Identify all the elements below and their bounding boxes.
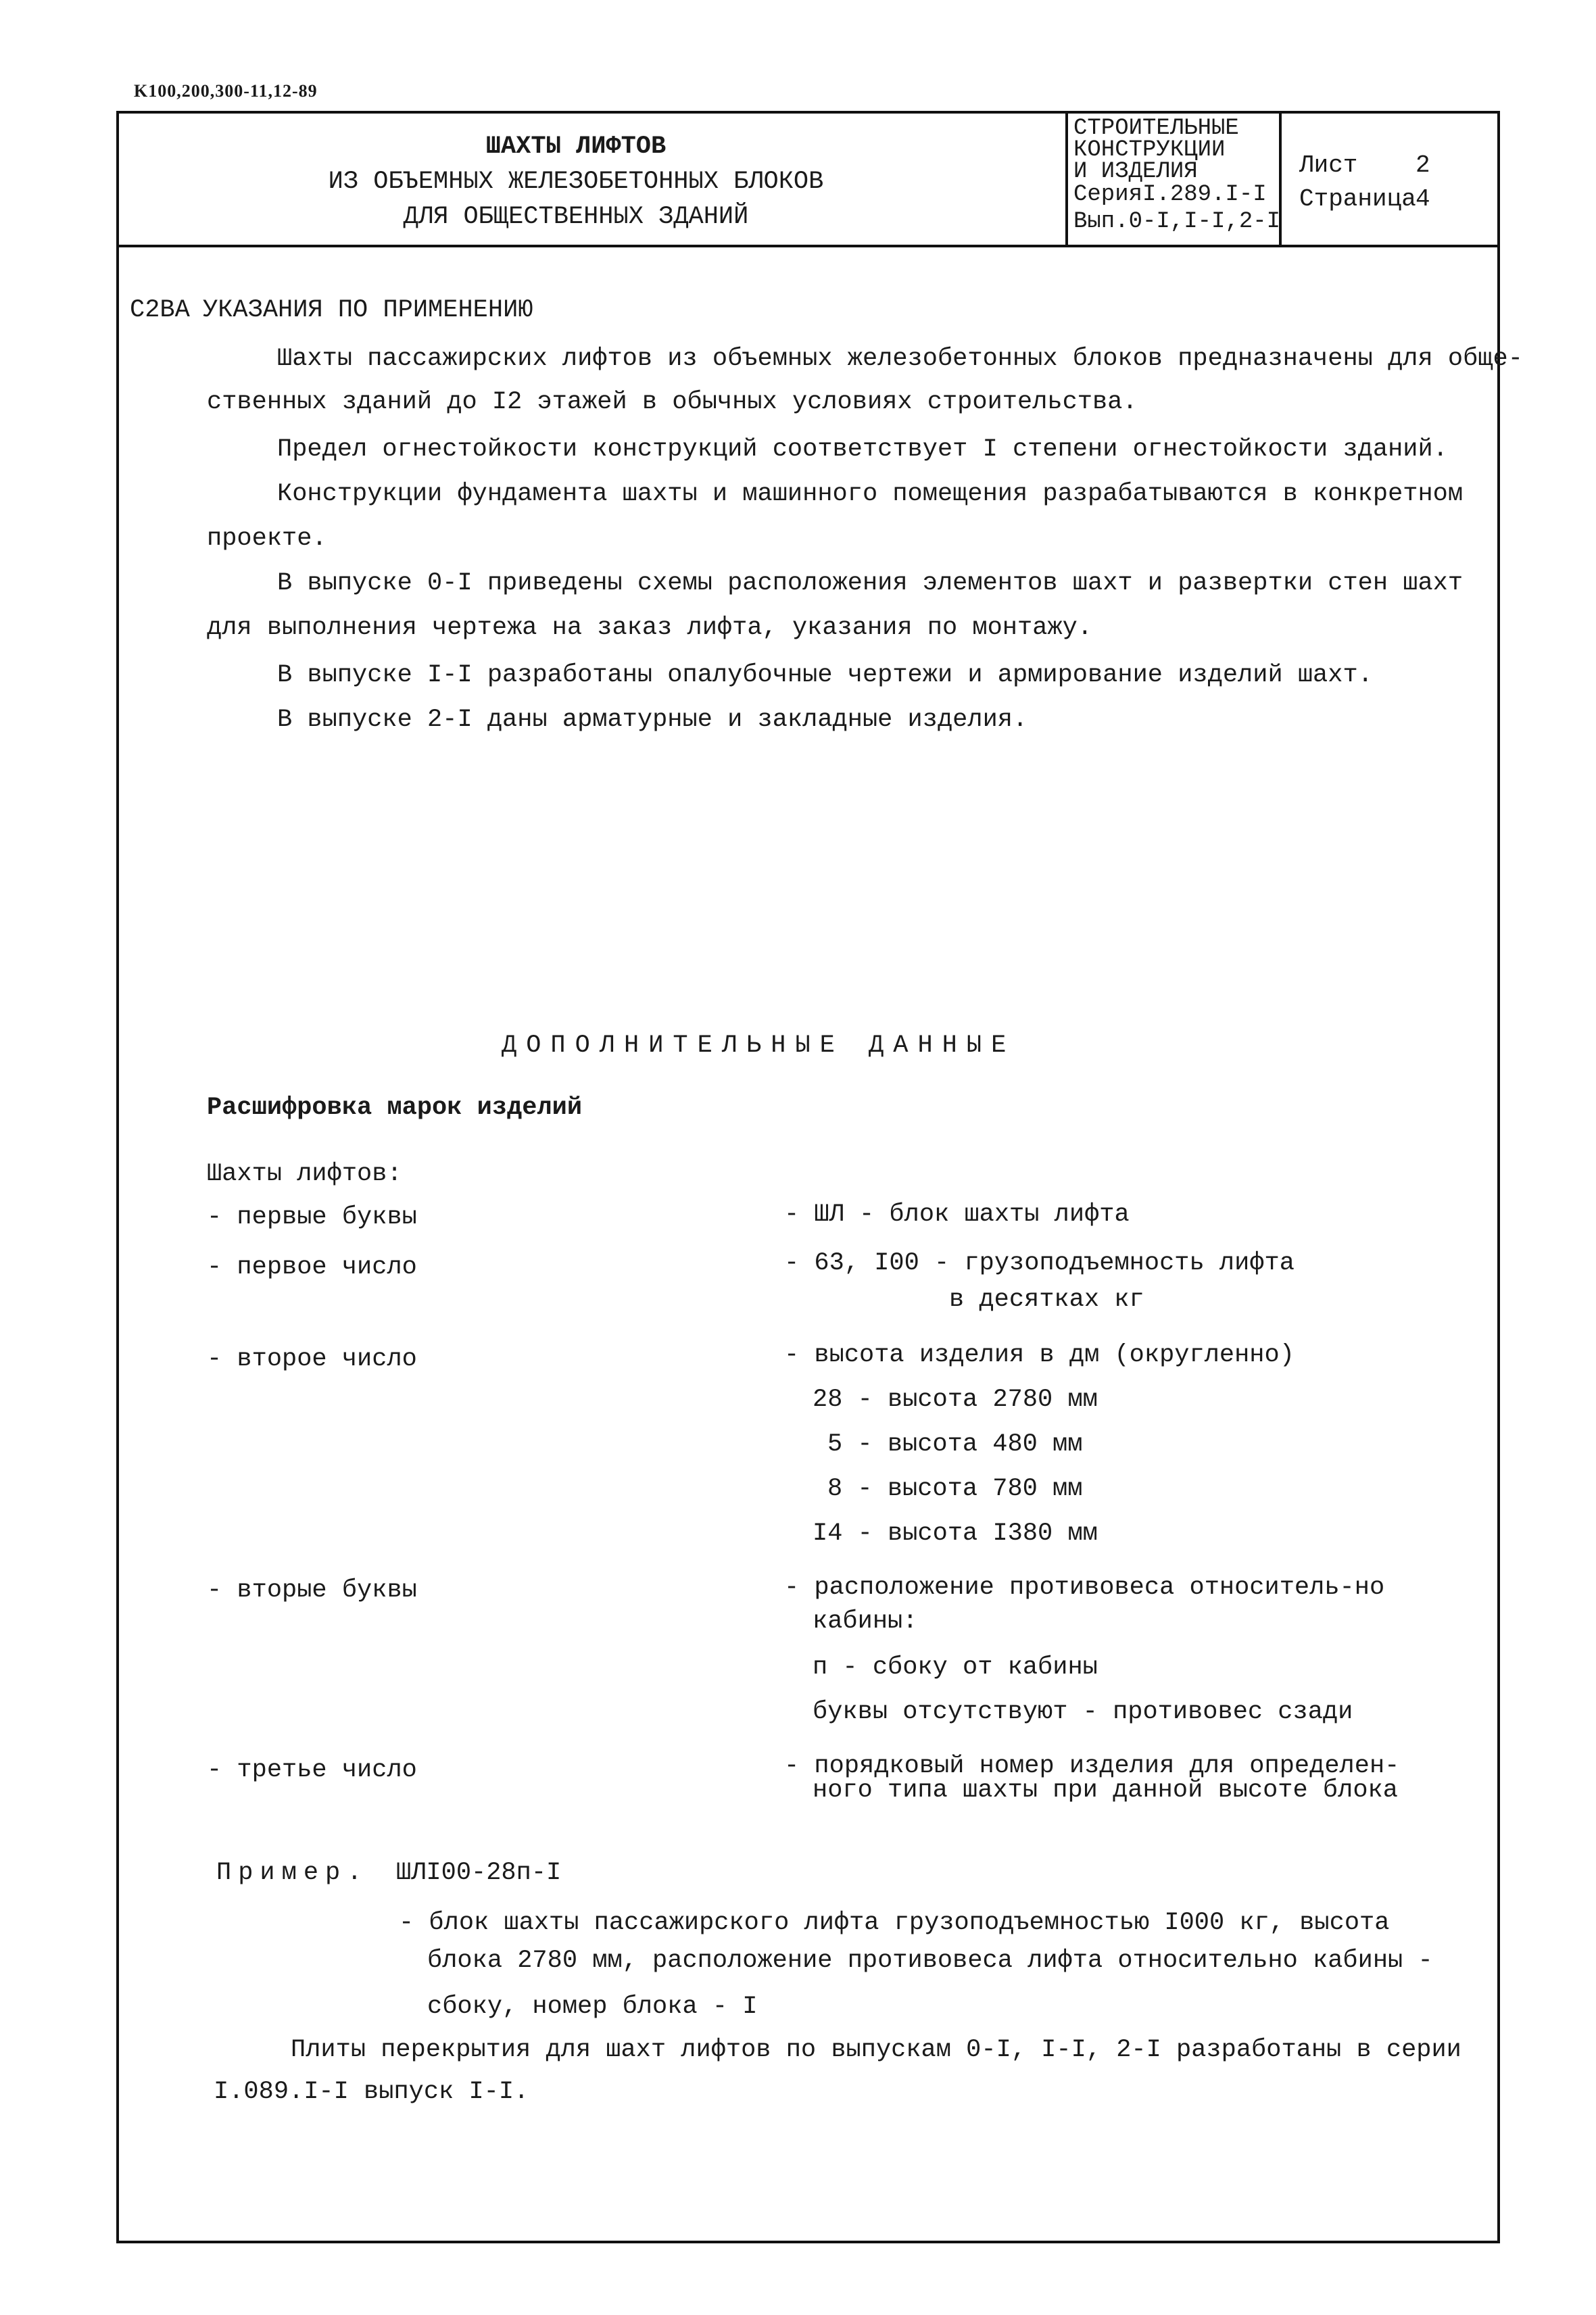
decode-left-item: - первое число — [207, 1253, 417, 1282]
section-line: В выпуске 2-I даны арматурные и закладные изделия. — [277, 706, 1028, 734]
decode-right-item: п - сбоку от кабины — [813, 1653, 1098, 1682]
section-heading: УКАЗАНИЯ ПО ПРИМЕНЕНИЮ — [203, 296, 533, 324]
sheet-number: 2 — [1416, 151, 1430, 179]
document-code: K100,200,300-11,12-89 — [134, 81, 318, 101]
title-block-divider — [116, 245, 1500, 247]
page-number: 4 — [1416, 185, 1430, 213]
series-line-4: СерияI.289.I-I — [1073, 182, 1267, 208]
example-code: ШЛI00-28п-I — [396, 1859, 562, 1887]
decode-right-item: 8 - высота 780 мм — [827, 1475, 1083, 1503]
decode-right-item: 5 - высота 480 мм — [827, 1430, 1083, 1459]
example-label: Пример. — [216, 1859, 369, 1887]
example-line: сбоку, номер блока - I — [427, 1993, 758, 2021]
decode-right-item: - порядковый номер изделия для определен- — [784, 1752, 1400, 1780]
decode-right-item: I4 - высота I380 мм — [813, 1519, 1098, 1548]
title-block-vline-1 — [1065, 111, 1068, 246]
title-line-3: ДЛЯ ОБЩЕСТВЕННЫХ ЗДАНИЙ — [403, 203, 749, 231]
example-line: блока 2780 мм, расположение противовеса лифта относительно кабины - — [427, 1947, 1433, 1975]
additional-subheading: Расшифровка марок изделий — [207, 1094, 583, 1122]
decode-right-item: - ШЛ - блок шахты лифта — [784, 1200, 1130, 1229]
decode-left-item: - второе число — [207, 1345, 417, 1373]
additional-heading: ДОПОЛНИТЕЛЬНЫЕ ДАННЫЕ — [502, 1031, 1016, 1060]
series-line-5: Вып.0-I,I-I,2-I — [1073, 209, 1281, 235]
title-line-2: ИЗ ОБЪЕМНЫХ ЖЕЛЕЗОБЕТОННЫХ БЛОКОВ — [328, 168, 824, 196]
footer-line: I.089.I-I выпуск I-I. — [214, 2078, 529, 2106]
group-label: Шахты лифтов: — [207, 1160, 402, 1188]
decode-right-item: - высота изделия в дм (округленно) — [784, 1341, 1295, 1369]
page-label: Страница — [1299, 185, 1416, 213]
example-line: - блок шахты пассажирского лифта грузоподъемностью I000 кг, высота — [399, 1909, 1390, 1937]
section-code: C2BA — [130, 296, 190, 324]
series-line-3: И ИЗДЕЛИЯ — [1073, 159, 1198, 185]
decode-right-item: 28 - высота 2780 мм — [813, 1386, 1098, 1414]
decode-right-item: - 63, I00 - грузоподъемность лифта — [784, 1249, 1295, 1277]
decode-right-item: кабины: — [813, 1607, 918, 1636]
section-line: для выполнения чертежа на заказ лифта, указания по монтажу. — [207, 614, 1093, 642]
section-line: Предел огнестойкости конструкций соответствует I степени огнестойкости зданий. — [277, 435, 1448, 464]
section-line: В выпуске 0-I приведены схемы расположения элементов шахт и развертки стен шахт — [277, 569, 1464, 598]
decode-right-item: ного типа шахты при данной высоте блока — [813, 1776, 1398, 1805]
section-line: Конструкции фундамента шахты и машинного помещения разрабатываются в конкретном — [277, 480, 1464, 508]
decode-left-item: - первые буквы — [207, 1203, 417, 1232]
sheet-label: Лист — [1299, 151, 1358, 179]
decode-right-item: в десятках кг — [949, 1286, 1144, 1314]
section-line: В выпуске I-I разработаны опалубочные чертежи и армирование изделий шахт. — [277, 661, 1373, 689]
footer-line: Плиты перекрытия для шахт лифтов по выпускам 0-I, I-I, 2-I разработаны в серии — [291, 2036, 1461, 2064]
decode-left-item: - вторые буквы — [207, 1576, 417, 1605]
section-line: Шахты пассажирских лифтов из объемных железобетонных блоков предназначены для обще- — [277, 345, 1523, 373]
section-line: проекте. — [207, 525, 327, 553]
decode-right-item: - расположение противовеса относитель-но — [784, 1574, 1385, 1602]
series-line-1: СТРОИТЕЛЬНЫЕ — [1073, 116, 1239, 141]
title-line-1: ШАХТЫ ЛИФТОВ — [485, 132, 667, 161]
decode-right-item: буквы отсутствуют - противовес сзади — [813, 1698, 1353, 1726]
series-line-2: КОНСТРУКЦИИ — [1073, 137, 1226, 163]
section-line: ственных зданий до I2 этажей в обычных условиях строительства. — [207, 388, 1138, 416]
decode-left-item: - третье число — [207, 1756, 417, 1784]
